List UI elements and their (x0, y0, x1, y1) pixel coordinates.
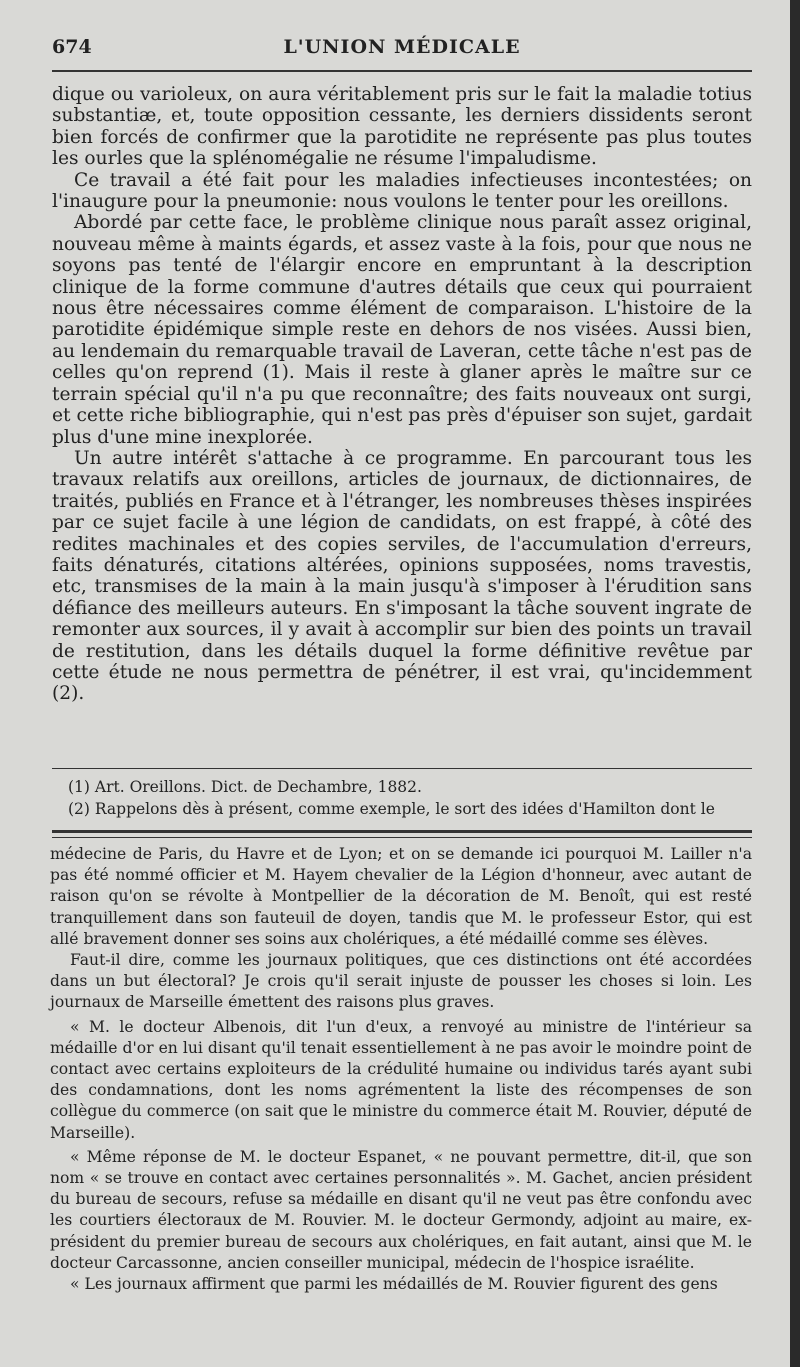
page-header (52, 36, 752, 62)
article-paragraph: Ce travail a été fait pour les maladies infectieuses incontestées; on l'inaugure pour la pneumonie: nous voulons le tenter pour les oreillons. (52, 169, 752, 213)
footnotes (52, 776, 752, 820)
article-paragraph: Un autre intérêt s'attache à ce programme. En parcourant tous les travaux relatifs aux oreillons, articles de journaux, de dictionnaires, de traités, publiés en France et à l'étranger, les nombreuses thèses inspirées par ce sujet facile à une légion de candidats, on est frappé, à côté des redites machinales et des copies serviles, de l'accumulation d'erreurs, faits dénaturés, citations altérées, opinions supposées, noms travestis, etc, transmises de la main à la main jusqu'à s'imposer à l'érudition sans défiance des meilleurs auteurs. En s'imposant la tâche souvent ingrate de remonter aux sources, il y avait à accomplir sur bien des points un travail de restitution, dans les détails duquel la forme définitive revêtue par cette étude ne nous permettra de pénétrer, il est vrai, qu'incidemment (2). (52, 447, 752, 705)
feuilleton-paragraph: « Les journaux affirment que parmi les médaillés de M. Rouvier figurent des gens (70, 1275, 718, 1294)
article-paragraph: dique ou varioleux, on aura véritablement pris sur le fait la maladie totius substantiæ, et, toute opposition cessante, les derniers dissidents seront bien forcés de confirmer que la parotidite ne représente pas plus toutes les ourles que la splénomégalie ne résume l'impaludisme. (52, 84, 752, 170)
feuilleton-paragraph: « M. le docteur Albenois, dit l'un d'eux, a renvoyé au ministre de l'intérieur sa médaille d'or en lui disant qu'il tenait essentiellement à ne pas avoir le moindre point de contact avec certains exploiteurs de la crédulité humaine ou individus tarés ayant subi des condamnations, dont les noms agrémentent la liste des récompenses de son collègue du commerce (on sait que le ministre du commerce était M. Rouvier, député de Marseille). (50, 1017, 752, 1142)
footnote-rule (52, 768, 752, 769)
journal-title: L'UNION MÉDICALE (283, 36, 521, 58)
article-paragraph: Abordé par cette face, le problème clinique nous paraît assez original, nouveau même à maints égards, et assez vaste à la fois, pour que nous ne soyons pas tenté de l'élargir encore en empruntant à la description clinique de la forme commune d'autres détails que ceux qui pourraient nous être nécessaires comme élément de comparaison. L'histoire de la parotidite épidémique simple reste en dehors de nos visées. Aussi bien, au lendemain du remarquable travail de Laveran, cette tâche n'est pas de celles qu'on reprend (1). Mais il reste à glaner après le maître sur ce terrain spécial qu'il n'a pu que reconnaître; des faits nouveaux ont surgi, et cette riche bibliographie, qui n'est pas près d'épuiser son sujet, gardait plus d'une mine inexplorée. (52, 212, 752, 448)
footnote-2: (2) Rappelons dès à présent, comme exemple, le sort des idées d'Hamilton dont le (68, 800, 715, 818)
feuilleton-paragraph: « Même réponse de M. le docteur Espanet, « ne pouvant permettre, dit-il, que son nom « se trouve en contact avec certaines personnalités ». M. Gachet, ancien président du bureau de secours, refuse sa médaille en disant qu'il ne veut pas être confondu avec les courtiers électoraux de M. Rouvier. M. le docteur Germondy, adjoint au maire, ex-président du premier bureau de secours aux cholériques, en fait autant, ainsi que M. le docteur Carcassonne, ancien conseiller municipal, médecin de l'hospice israélite. (50, 1147, 752, 1272)
section-separator (52, 830, 752, 833)
page-number: 674 (52, 36, 92, 58)
feuilleton-paragraph: médecine de Paris, du Havre et de Lyon; et on se demande ici pourquoi M. Lailler n'a pas été nommé officier et M. Hayem chevalier de la Légion d'honneur, avec autant de raison qu'on se révolte à Montpellier de la décoration de M. Benoît, qui est resté tranquillement dans son fauteuil de doyen, tandis que M. le professeur Estor, qui est allé bravement donner ses soins aux cholériques, a été médaillé comme ses élèves. (50, 845, 752, 948)
feuilleton-body (50, 844, 752, 1295)
article-body (52, 84, 752, 705)
section-separator-thin (52, 837, 752, 838)
feuilleton-paragraph: Faut-il dire, comme les journaux politiques, que ces distinctions ont été accordées dans un but électoral? Je crois qu'il serait injuste de pousser les choses si loin. Les journaux de Marseille émettent des raisons plus graves. (50, 951, 752, 1012)
header-rule (52, 70, 752, 72)
footnote-1: (1) Art. Oreillons. Dict. de Dechambre, 1882. (68, 778, 422, 796)
